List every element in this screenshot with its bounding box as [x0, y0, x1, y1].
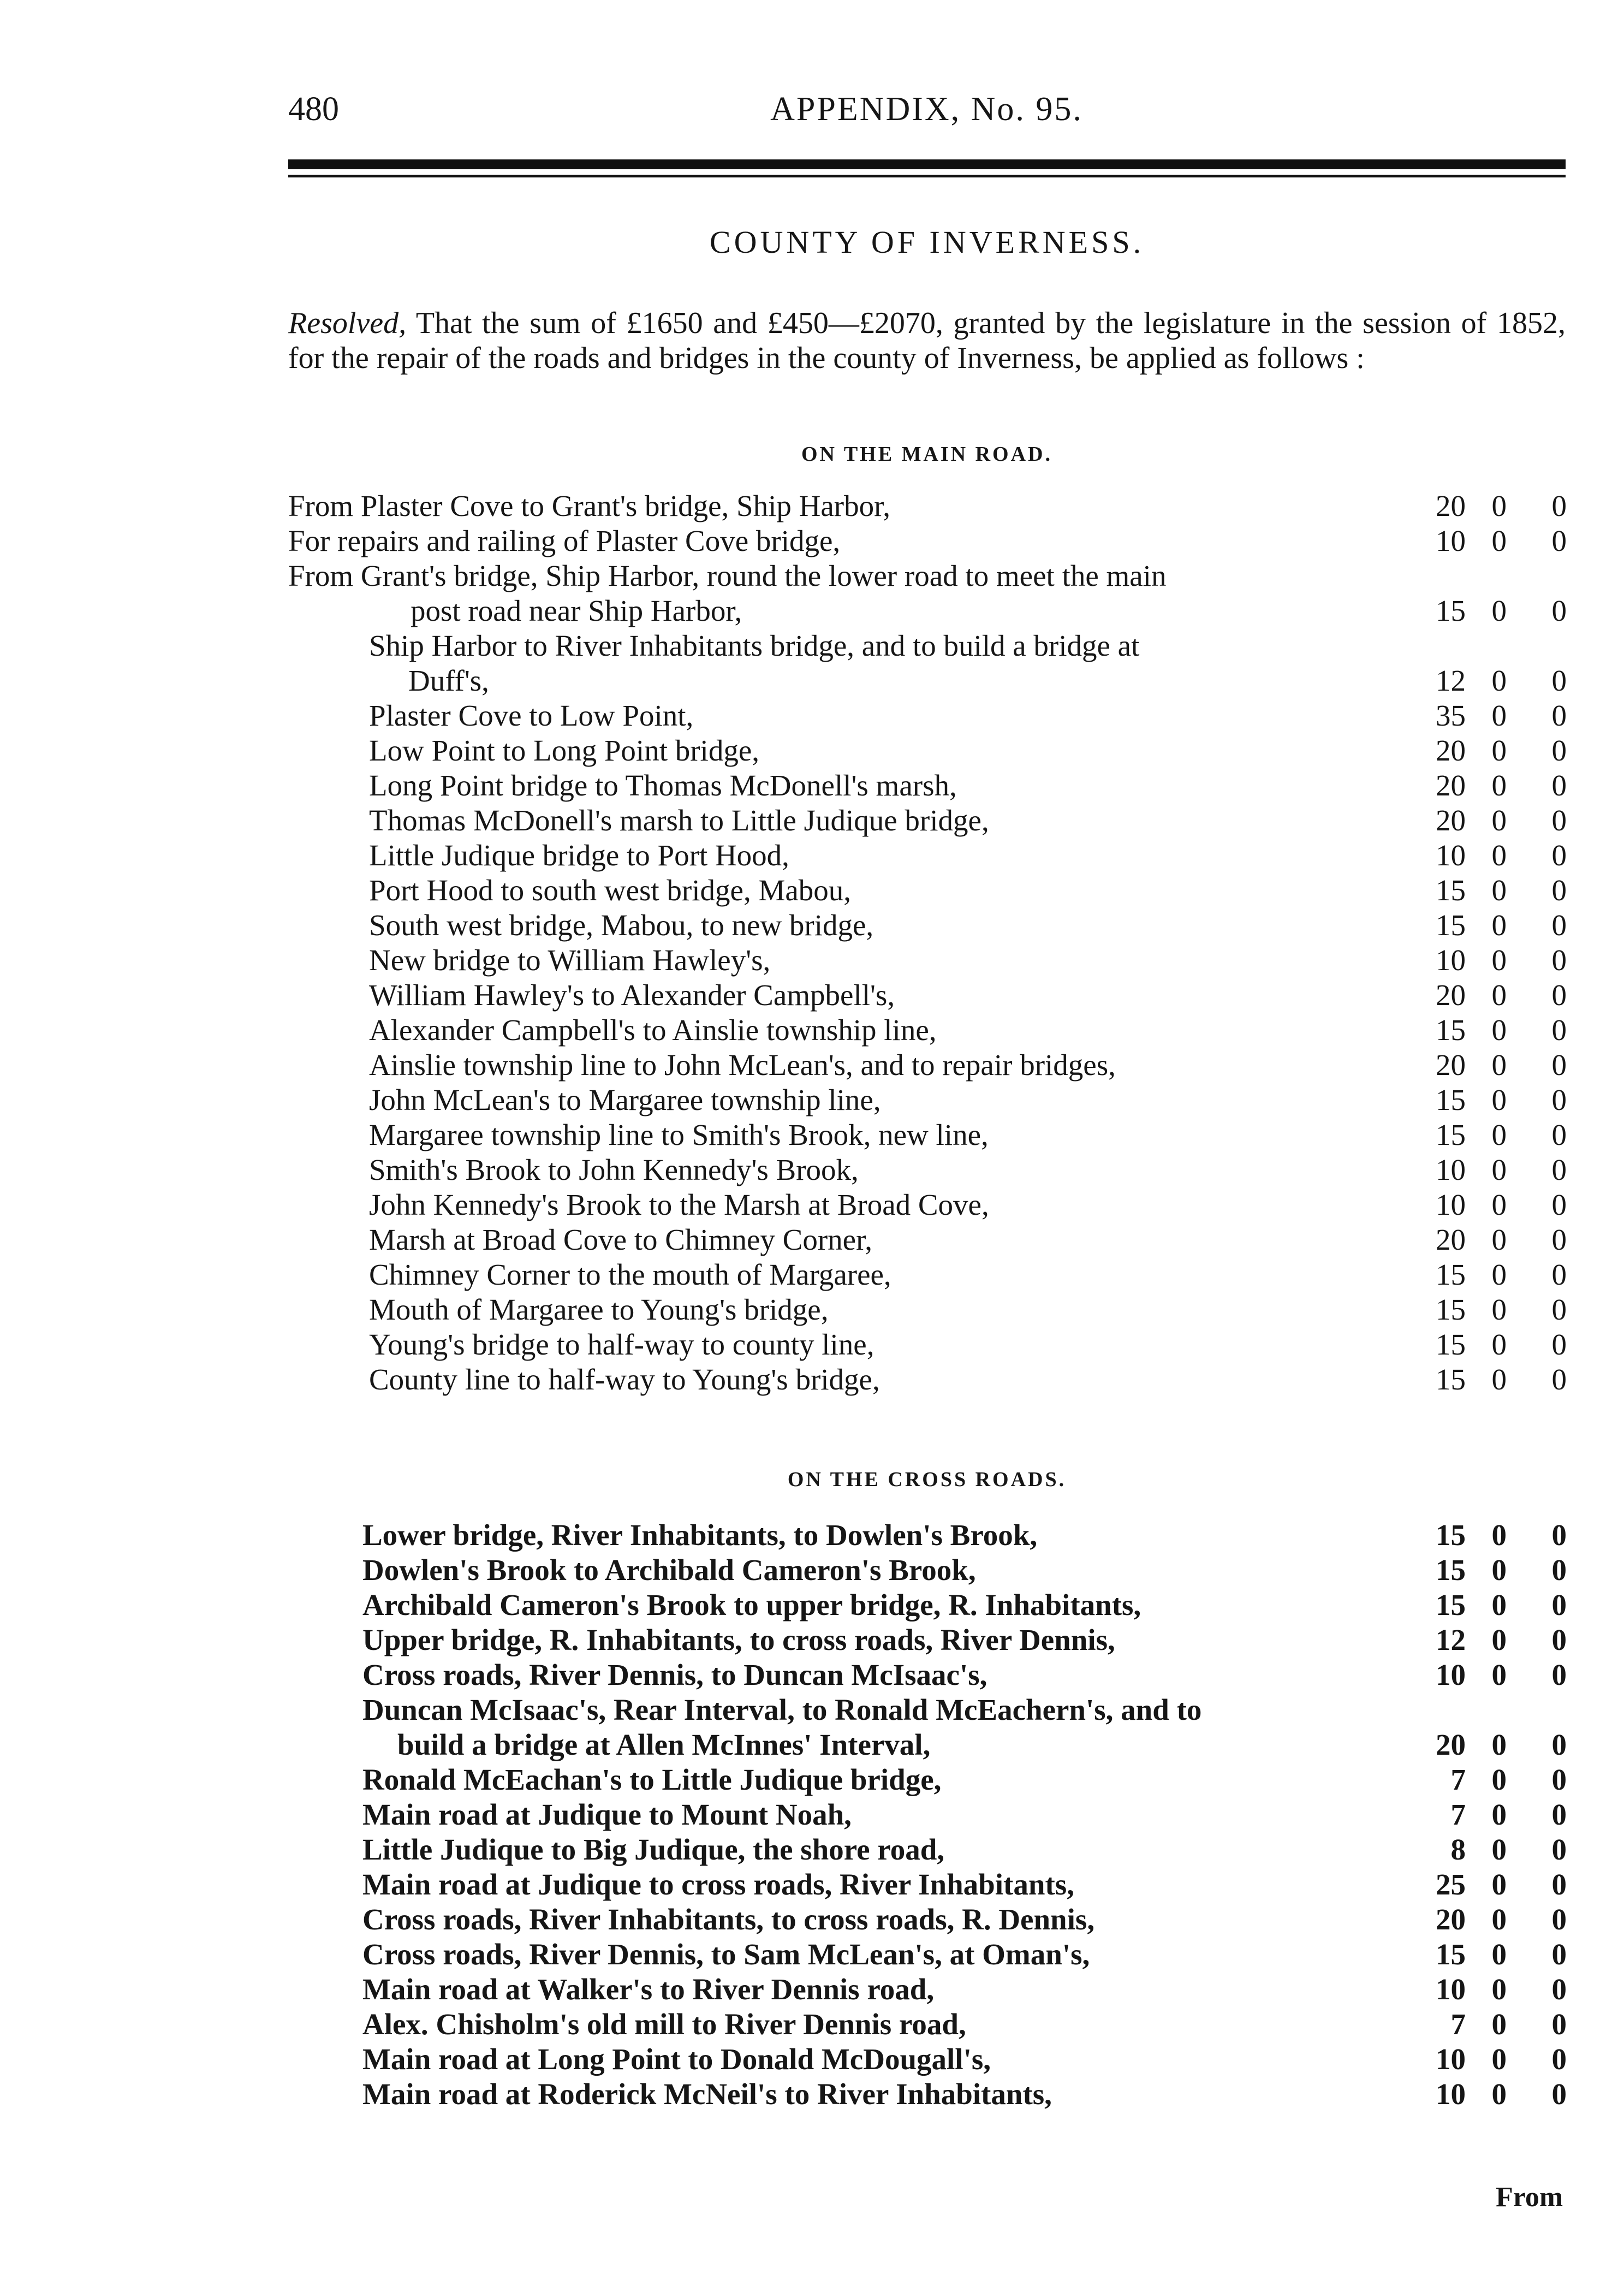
- list-item-continuation: [0, 593, 1624, 628]
- header-rule-thin: [288, 175, 1566, 177]
- amount-pounds: 10: [1436, 1658, 1466, 1691]
- amount-pounds: 10: [1436, 2042, 1466, 2076]
- amount-shillings: 0: [1491, 874, 1507, 907]
- list-item: [0, 1153, 1624, 1187]
- amount-shillings: 0: [1491, 1623, 1507, 1656]
- item-description: William Hawley's to Alexander Campbell's,: [369, 978, 895, 1012]
- amount-pounds: 15: [1436, 1083, 1466, 1116]
- amount-pounds: 7: [1450, 2007, 1466, 2041]
- amount-shillings: 0: [1491, 1293, 1507, 1326]
- amount-pounds: 15: [1436, 594, 1466, 627]
- item-description: For repairs and railing of Plaster Cove bridge,: [288, 524, 841, 557]
- list-item: [0, 1292, 1624, 1327]
- amount-pounds: 20: [1436, 734, 1466, 767]
- list-item: [0, 768, 1624, 803]
- item-description: Main road at Judique to Mount Noah,: [362, 1798, 852, 1831]
- amount-pence: 0: [1551, 1763, 1567, 1796]
- amount-pounds: 15: [1436, 1553, 1466, 1587]
- item-description: John Kennedy's Brook to the Marsh at Broad Cove,: [369, 1188, 989, 1221]
- amount-shillings: 0: [1491, 1083, 1507, 1116]
- item-description: From Grant's bridge, Ship Harbor, round the lower road to meet the main: [288, 559, 1167, 592]
- amount-pence: 0: [1551, 874, 1567, 907]
- amount-pence: 0: [1551, 699, 1567, 732]
- amount-pounds: 20: [1436, 489, 1466, 522]
- list-item: [0, 1553, 1624, 1588]
- amount-pounds: 15: [1436, 1938, 1466, 1971]
- amount-pounds: 15: [1436, 1258, 1466, 1291]
- amount-pounds: 20: [1436, 1903, 1466, 1936]
- amount-shillings: 0: [1491, 2007, 1507, 2041]
- amount-pence: 0: [1551, 1293, 1567, 1326]
- amount-pounds: 12: [1436, 1623, 1466, 1656]
- amount-pounds: 7: [1450, 1798, 1466, 1831]
- item-description: Upper bridge, R. Inhabitants, to cross roads, River Dennis,: [362, 1623, 1115, 1656]
- amount-shillings: 0: [1491, 1553, 1507, 1587]
- item-description: Little Judique to Big Judique, the shore road,: [362, 1833, 945, 1866]
- list-item: [0, 1623, 1624, 1658]
- amount-pence: 0: [1551, 524, 1567, 557]
- amount-pence: 0: [1551, 734, 1567, 767]
- item-description: Cross roads, River Dennis, to Duncan McIsaac's,: [362, 1658, 988, 1691]
- list-item: [0, 698, 1624, 733]
- amount-pounds: 15: [1436, 1118, 1466, 1151]
- list-item: [0, 1797, 1624, 1832]
- amount-pence: 0: [1551, 1048, 1567, 1082]
- amount-pence: 0: [1551, 1903, 1567, 1936]
- amount-pence: 0: [1551, 1658, 1567, 1691]
- amount-shillings: 0: [1491, 734, 1507, 767]
- amount-shillings: 0: [1491, 908, 1507, 942]
- item-description: Dowlen's Brook to Archibald Cameron's Brook,: [362, 1553, 976, 1587]
- item-description: Mouth of Margaree to Young's bridge,: [369, 1293, 829, 1326]
- list-item: [0, 1658, 1624, 1692]
- amount-pounds: 15: [1436, 1518, 1466, 1552]
- amount-shillings: 0: [1491, 1833, 1507, 1866]
- list-item-continuation: [0, 663, 1624, 698]
- item-description: Port Hood to south west bridge, Mabou,: [369, 874, 852, 907]
- amount-pence: 0: [1551, 1798, 1567, 1831]
- amount-shillings: 0: [1491, 1518, 1507, 1552]
- item-description: Ship Harbor to River Inhabitants bridge, and to build a bridge at: [369, 629, 1140, 662]
- list-item: [0, 1518, 1624, 1553]
- amount-pence: 0: [1551, 594, 1567, 627]
- item-description: New bridge to William Hawley's,: [369, 943, 771, 977]
- amount-shillings: 0: [1491, 1258, 1507, 1291]
- item-description: Duncan McIsaac's, Rear Interval, to Ronald McEachern's, and to: [362, 1693, 1202, 1726]
- amount-shillings: 0: [1491, 1903, 1507, 1936]
- amount-pounds: 8: [1450, 1833, 1466, 1866]
- amount-pounds: 10: [1436, 943, 1466, 977]
- list-item: [0, 1187, 1624, 1222]
- item-description: Alex. Chisholm's old mill to River Dennis road,: [362, 2007, 966, 2041]
- page-number: 480: [288, 91, 339, 128]
- amount-pence: 0: [1551, 978, 1567, 1012]
- item-description: Long Point bridge to Thomas McDonell's marsh,: [369, 769, 957, 802]
- amount-pence: 0: [1551, 1188, 1567, 1221]
- amount-shillings: 0: [1491, 1728, 1507, 1761]
- amount-shillings: 0: [1491, 1938, 1507, 1971]
- amount-shillings: 0: [1491, 1763, 1507, 1796]
- list-item: [0, 803, 1624, 838]
- amount-pounds: 20: [1436, 978, 1466, 1012]
- list-item: [0, 873, 1624, 908]
- item-description: Thomas McDonell's marsh to Little Judique bridge,: [369, 804, 989, 837]
- item-description: Young's bridge to half-way to county line,: [369, 1328, 875, 1361]
- list-item: [0, 1902, 1624, 1937]
- item-description: Lower bridge, River Inhabitants, to Dowlen's Brook,: [362, 1518, 1038, 1552]
- amount-shillings: 0: [1491, 804, 1507, 837]
- item-description-continued: build a bridge at Allen McInnes' Interval,: [397, 1728, 931, 1761]
- list-item: [0, 1588, 1624, 1623]
- item-description-continued: Duff's,: [408, 664, 489, 697]
- item-description: Chimney Corner to the mouth of Margaree,: [369, 1258, 891, 1291]
- amount-shillings: 0: [1491, 1363, 1507, 1396]
- amount-pounds: 20: [1436, 804, 1466, 837]
- amount-pence: 0: [1551, 1833, 1567, 1866]
- amount-shillings: 0: [1491, 1153, 1507, 1186]
- list-item: [0, 1257, 1624, 1292]
- item-description-continued: post road near Ship Harbor,: [411, 594, 742, 627]
- amount-pounds: 10: [1436, 1973, 1466, 2006]
- amount-pence: 0: [1551, 1013, 1567, 1047]
- running-head: [288, 90, 1565, 139]
- amount-pounds: 20: [1436, 1728, 1466, 1761]
- amount-pence: 0: [1551, 1118, 1567, 1151]
- item-description: John McLean's to Margaree township line,: [369, 1083, 881, 1116]
- item-description: Margaree township line to Smith's Brook, new line,: [369, 1118, 989, 1151]
- amount-shillings: 0: [1491, 978, 1507, 1012]
- amount-pounds: 20: [1436, 1223, 1466, 1256]
- item-description: Low Point to Long Point bridge,: [369, 734, 759, 767]
- item-description: Marsh at Broad Cove to Chimney Corner,: [369, 1223, 872, 1256]
- list-item: [0, 1013, 1624, 1048]
- item-description: South west bridge, Mabou, to new bridge,: [369, 908, 874, 942]
- list-item: [0, 1762, 1624, 1797]
- amount-pence: 0: [1551, 1363, 1567, 1396]
- amount-pence: 0: [1551, 1223, 1567, 1256]
- list-item: [0, 1118, 1624, 1153]
- amount-shillings: 0: [1491, 489, 1507, 522]
- amount-shillings: 0: [1491, 1223, 1507, 1256]
- amount-shillings: 0: [1491, 769, 1507, 802]
- item-description: Main road at Long Point to Donald McDougall's,: [362, 2042, 991, 2076]
- item-description: County line to half-way to Young's bridge,: [369, 1363, 880, 1396]
- amount-pence: 0: [1551, 1868, 1567, 1901]
- amount-pence: 0: [1551, 489, 1567, 522]
- list-item: [0, 943, 1624, 978]
- amount-pounds: 10: [1436, 524, 1466, 557]
- list-item-continuation: [0, 1727, 1624, 1762]
- amount-pounds: 20: [1436, 1048, 1466, 1082]
- list-item: [0, 1222, 1624, 1257]
- amount-pounds: 10: [1436, 839, 1466, 872]
- amount-shillings: 0: [1491, 699, 1507, 732]
- amount-shillings: 0: [1491, 524, 1507, 557]
- item-description: From Plaster Cove to Grant's bridge, Ship Harbor,: [288, 489, 890, 522]
- amount-shillings: 0: [1491, 2077, 1507, 2111]
- amount-pounds: 12: [1436, 664, 1466, 697]
- amount-pounds: 15: [1436, 1588, 1466, 1621]
- amount-pence: 0: [1551, 1588, 1567, 1621]
- list-item: [0, 1937, 1624, 1972]
- list-item: [0, 1327, 1624, 1362]
- list-item: [0, 559, 1624, 593]
- list-item: [0, 978, 1624, 1013]
- amount-pence: 0: [1551, 1518, 1567, 1552]
- list-item: [0, 1048, 1624, 1083]
- amount-pounds: 10: [1436, 2077, 1466, 2111]
- amount-pence: 0: [1551, 1153, 1567, 1186]
- amount-pence: 0: [1551, 1258, 1567, 1291]
- main-road-heading: ON THE MAIN ROAD.: [801, 443, 1052, 466]
- amount-shillings: 0: [1491, 943, 1507, 977]
- amount-pounds: 15: [1436, 1363, 1466, 1396]
- amount-pence: 0: [1551, 769, 1567, 802]
- item-description: Plaster Cove to Low Point,: [369, 699, 694, 732]
- resolved-label: Resolved,: [288, 306, 407, 340]
- amount-shillings: 0: [1491, 1658, 1507, 1691]
- catchword: From: [1496, 2182, 1563, 2213]
- amount-shillings: 0: [1491, 1328, 1507, 1361]
- item-description: Archibald Cameron's Brook to upper bridge, R. Inhabitants,: [362, 1588, 1141, 1621]
- amount-pence: 0: [1551, 2007, 1567, 2041]
- amount-pounds: 10: [1436, 1153, 1466, 1186]
- amount-pounds: 15: [1436, 908, 1466, 942]
- amount-pence: 0: [1551, 1623, 1567, 1656]
- amount-pence: 0: [1551, 2042, 1567, 2076]
- amount-pence: 0: [1551, 1938, 1567, 1971]
- county-title: COUNTY OF INVERNESS.: [709, 224, 1145, 260]
- header-rule-thick: [288, 159, 1566, 169]
- amount-pence: 0: [1551, 839, 1567, 872]
- header-title: APPENDIX, No. 95.: [770, 91, 1083, 128]
- item-description: Cross roads, River Dennis, to Sam McLean's, at Oman's,: [362, 1938, 1090, 1971]
- amount-shillings: 0: [1491, 1118, 1507, 1151]
- list-item: [0, 2042, 1624, 2077]
- amount-pounds: 15: [1436, 1293, 1466, 1326]
- amount-pence: 0: [1551, 664, 1567, 697]
- amount-pence: 0: [1551, 1328, 1567, 1361]
- amount-pounds: 15: [1436, 1328, 1466, 1361]
- amount-shillings: 0: [1491, 1868, 1507, 1901]
- item-description: Main road at Walker's to River Dennis road,: [362, 1973, 935, 2006]
- amount-pence: 0: [1551, 1973, 1567, 2006]
- item-description: Ainslie township line to John McLean's, and to repair bridges,: [369, 1048, 1116, 1082]
- list-item: [0, 524, 1624, 559]
- list-item: [0, 1083, 1624, 1118]
- amount-pence: 0: [1551, 804, 1567, 837]
- amount-pence: 0: [1551, 1728, 1567, 1761]
- list-item: [0, 1972, 1624, 2007]
- amount-pounds: 25: [1436, 1868, 1466, 1901]
- item-description: Ronald McEachan's to Little Judique bridge,: [362, 1763, 942, 1796]
- list-item: [0, 2077, 1624, 2112]
- amount-shillings: 0: [1491, 839, 1507, 872]
- amount-pounds: 10: [1436, 1188, 1466, 1221]
- amount-pounds: 20: [1436, 769, 1466, 802]
- item-description: Alexander Campbell's to Ainslie township line,: [369, 1013, 937, 1047]
- amount-pounds: 15: [1436, 1013, 1466, 1047]
- list-item: [0, 1692, 1624, 1727]
- amount-shillings: 0: [1491, 1188, 1507, 1221]
- amount-shillings: 0: [1491, 594, 1507, 627]
- list-item: [0, 1832, 1624, 1867]
- amount-shillings: 0: [1491, 2042, 1507, 2076]
- item-description: Main road at Judique to cross roads, River Inhabitants,: [362, 1868, 1074, 1901]
- list-item: [0, 838, 1624, 873]
- cross-roads-heading: ON THE CROSS ROADS.: [787, 1468, 1067, 1491]
- amount-shillings: 0: [1491, 1048, 1507, 1082]
- list-item: [0, 908, 1624, 943]
- list-item: [0, 489, 1624, 524]
- list-item: [0, 2007, 1624, 2042]
- amount-shillings: 0: [1491, 1588, 1507, 1621]
- item-description: Cross roads, River Inhabitants, to cross roads, R. Dennis,: [362, 1903, 1095, 1936]
- amount-pence: 0: [1551, 1553, 1567, 1587]
- item-description: Smith's Brook to John Kennedy's Brook,: [369, 1153, 859, 1186]
- amount-shillings: 0: [1491, 1013, 1507, 1047]
- list-item: [0, 1867, 1624, 1902]
- amount-shillings: 0: [1491, 1973, 1507, 2006]
- item-description: Little Judique bridge to Port Hood,: [369, 839, 789, 872]
- amount-pence: 0: [1551, 943, 1567, 977]
- list-item: [0, 628, 1624, 663]
- amount-pence: 0: [1551, 908, 1567, 942]
- amount-pounds: 7: [1450, 1763, 1466, 1796]
- amount-pounds: 35: [1436, 699, 1466, 732]
- list-item: [0, 733, 1624, 768]
- list-item: [0, 1362, 1624, 1397]
- item-description: Main road at Roderick McNeil's to River Inhabitants,: [362, 2077, 1052, 2111]
- amount-shillings: 0: [1491, 1798, 1507, 1831]
- amount-pence: 0: [1551, 2077, 1567, 2111]
- amount-shillings: 0: [1491, 664, 1507, 697]
- amount-pence: 0: [1551, 1083, 1567, 1116]
- resolution-paragraph: [288, 306, 1566, 376]
- resolution-text: That the sum of £1650 and £450—£2070, granted by the legislature in the session of 1852, for the repair of the roads and bridges in the county of Inverness, be applied as follows :: [288, 306, 1566, 375]
- amount-pounds: 15: [1436, 874, 1466, 907]
